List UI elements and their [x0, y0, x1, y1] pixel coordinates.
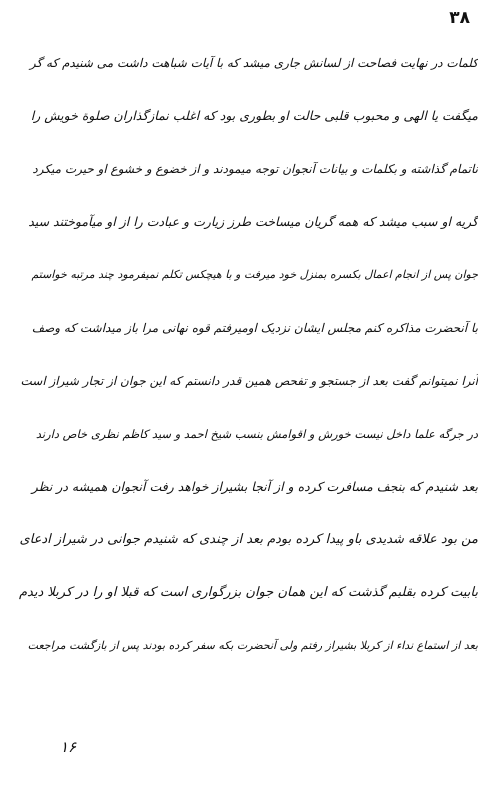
text-line-6: با آنحضرت مذاکره کنم مجلس ایشان نزدیک اومیرفتم قوه نهانی مرا باز میداشت که وصف	[31, 320, 478, 335]
text-line-3: ناتمام گذاشته و بکلمات و بیانات آنجوان توجه میمودند و از خضوع و خشوع او حیرت میکرد	[32, 161, 478, 176]
text-line-7: آنرا نمیتوانم گفت بعد از جستجو و تفحص همین قدر دانستم که این جوان از تجار شیراز است	[20, 373, 478, 388]
page-number: ۳۸	[449, 8, 470, 28]
text-line-10: من بود علاقه شدیدی باو پیدا کرده بودم بعد از چندی که شنیدم جوانی در شیراز ادعای	[19, 532, 478, 547]
text-line-11: بابیت کرده بقلبم گذشت که این همان جوان بزرگواری است که قبلا او را در کربلا دیدم	[18, 585, 478, 600]
manuscript-text-block	[18, 36, 478, 672]
text-line-1: کلمات در نهایت فصاحت از لسانش جاری میشد که با آیات شباهت داشت می شنیدم که گر	[29, 55, 478, 70]
text-line-8: در جرگه علما داخل نیست خورش و اقوامش بنسب شیخ احمد و سید کاظم نظری خاص دارند	[35, 426, 478, 441]
text-line-4: گریه او سبب میشد که همه گریان میساخت طرز زیارت و عبادت را از او میآموختند سید	[28, 214, 478, 229]
bottom-page-mark: ۱۶	[60, 738, 77, 756]
text-line-5: جوان پس از انجام اعمال بکسره بمنزل خود میرفت و با هیچکس تکلم نمیفرمود چند مرتبه خواستم	[31, 268, 478, 281]
text-line-2: میگفت یا الهی و محبوب قلبی حالت او بطوری بود که اغلب نمازگذاران صلوة خویش را	[30, 108, 478, 123]
text-line-12: بعد از استماع نداء از کربلا بشیراز رفتم ولی آنحضرت بکه سفر کرده بودند پس از بازگشت مراجعت	[27, 639, 478, 652]
text-line-9: بعد شنیدم که بنجف مسافرت کرده و از آنجا بشیراز خواهد رفت آنجوان همیشه در نظر	[31, 479, 478, 494]
